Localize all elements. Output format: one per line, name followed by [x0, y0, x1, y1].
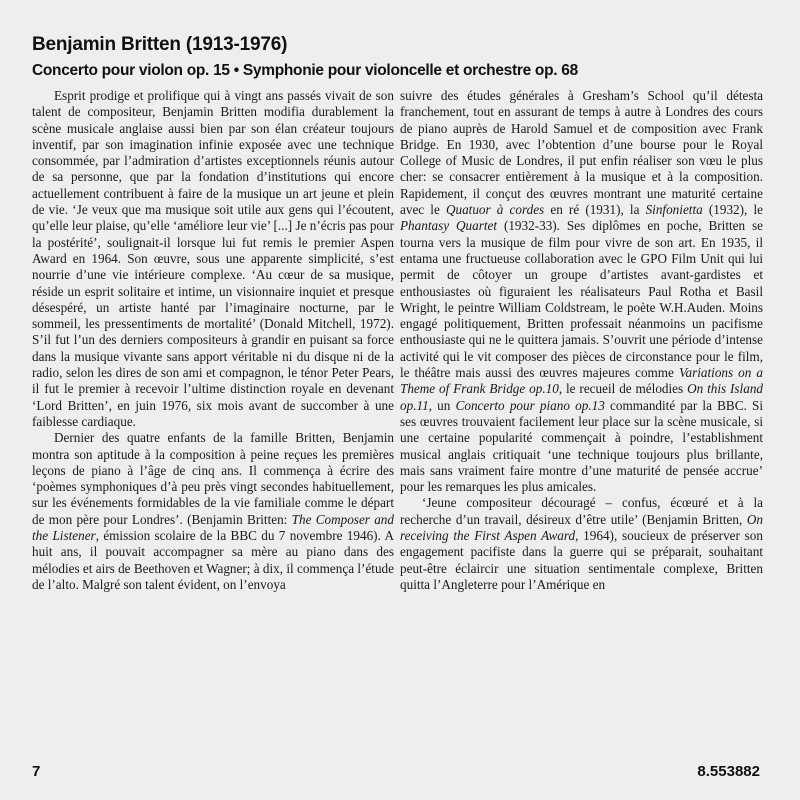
- italic-title: On receiving the First Aspen Award: [400, 511, 763, 544]
- left-text-column: [32, 88, 394, 593]
- italic-title: Variations on a Theme of Frank Bridge op.10: [400, 365, 763, 397]
- text-run: en ré (1931), la: [544, 202, 646, 218]
- page-title: Benjamin Britten (1913-1976): [32, 34, 288, 55]
- italic-title: Phantasy Quartet: [400, 218, 498, 234]
- text-run: ‘Jeune compositeur découragé – confus, écœuré et à la recherche d’un travail, désireux d’être utile’ (Benjamin Britten,: [400, 495, 763, 527]
- text-run: , un: [428, 397, 456, 413]
- text-run: , 1964), soucieux de préserver son engagement pacifiste dans la guerre qui se préparait, souhaitant peut-être éclaircir une situation sentimentale complexe, Britten quitta l’Angleterre pour l’Amérique en: [400, 528, 763, 592]
- paragraph: [32, 430, 394, 593]
- text-run: , le recueil de mélodies: [558, 381, 688, 397]
- italic-title: The Composer and the Listener: [32, 511, 394, 544]
- italic-title: Quatuor à cordes: [445, 202, 545, 218]
- italic-title: Concerto pour piano op.13: [455, 397, 605, 413]
- text-run: suivre des études générales à Gresham’s School qu’il détesta franchement, tout en assurant de temps à autre à Londres des cours de piano auprès de Harold Samuel et de composition avec Frank Bridge. En 1930, avec l’obtention d’une bourse pour le Royal College of Music de Londres, il put enfin réaliser son vœu le plus cher: se consacrer entièrement à la musique et à la composition. Rapidement, il conçut des œuvres montrant une maturité certaine avec le: [400, 88, 763, 218]
- paragraph: Esprit prodige et prolifique qui à vingt ans passés vivait de son talent de compositeur, Benjamin Britten modifia durablement la scène musicale anglaise aussi bien par son élan créateur toujours inventif, par son imagination infinie exposée avec une technique consommée, par l’admiration d’artistes exceptionnels réunis autour de sa personne, que par la fondation d’institutions qui encore actuellement contribuent à faire de la musique un art jeune et plein de vie. ‘Je veux que ma musique soit utile aux gens qui l’écoutent, qu’elle leur plaise, qu’elle ‘améliore leur vie’ [...] Je n’écris pas pour la postérité’, soulignait-il lorsque lui fut remis le premier Aspen Award en 1964. Son œuvre, sous une apparente simplicité, s’est nourrie d’une vie intérieure complexe. ‘Au cœur de sa musique, réside un esprit solitaire et intime, un visionnaire inquiet et presque désespéré, un artiste hanté par l’imaginaire nocturne, par le sommeil, les pressentiments de mortalité’ (Donald Mitchell, 1972). S’il fut l’un des derniers compositeurs à grandir en puisant sa force dans la musique vivante sans apport véritable ni du disque ni de la radio, selon les dires de son ami et compagnon, le ténor Peter Pears, il fut le premier à recevoir l’ultime distinction royale en devenant ‘Lord Britten’, en juin 1976, six mois avant de succomber à une faiblesse cardiaque.: [32, 88, 394, 429]
- page-number: 7: [32, 763, 41, 780]
- paragraph: [400, 88, 763, 495]
- italic-title: Sinfonietta: [645, 202, 703, 218]
- catalogue-number: 8.553882: [697, 763, 760, 780]
- text-run: commandité par la BBC. Si ses œuvres trouvaient facilement leur place sur la scène musicale, si une certaine popularité commençait à poindre, l’establishment musical anglais critiquait ‘une technique toujours plus brillante, mais sans vraiment faire montre d’une maturité de pensée accrue’ pour les remarques les plus amicales.: [400, 397, 763, 495]
- text-run: (1932), le: [702, 202, 763, 218]
- italic-title: On this Island op.11: [400, 381, 764, 413]
- right-text-column: [400, 88, 763, 593]
- text-run: Dernier des quatre enfants de la famille Britten, Benjamin montra son aptitude à la composition à peine reçues les premières leçons de piano à l’âge de cinq ans. Il commença à écrire des ‘poèmes symphoniques d’à peu près vingt secondes habituellement, sur les événements formidables de la vie familiale comme le départ de mon père pour Londres’. (Benjamin Britten:: [32, 430, 394, 527]
- paragraph: [400, 495, 763, 593]
- text-run: (1932-33). Ses diplômes en poche, Britten se tourna vers la musique de film pour vivre de son art. En 1935, il entama une fructueuse collaboration avec le GPO Film Unit qui lui permit de côtoyer un groupe d’artistes avant-gardistes et enthousiastes où figuraient les réalisateurs Paul Rotha et Basil Wright, le peintre William Coldstream, le poète W.H.Auden. Moins engagé politiquement, Britten professait néanmoins un pacifisme enthousiaste qui ne le quittera jamais. S’ouvrit une période d’intense activité qui le vit composer des pièces de circonstance pour le film, le théâtre mais aussi des œuvres majeures comme: [400, 218, 763, 381]
- page-subtitle: Concerto pour violon op. 15 • Symphonie pour violoncelle et orchestre op. 68: [32, 62, 578, 79]
- text-run: , émission scolaire de la BBC du 7 novembre 1946). A huit ans, il pouvait accompagner sa mère au piano dans des mélodies et airs de Beethoven et Wagner; à dix, il commença l’étude de l’alto. Malgré son talent évident, on l’envoya: [32, 528, 394, 592]
